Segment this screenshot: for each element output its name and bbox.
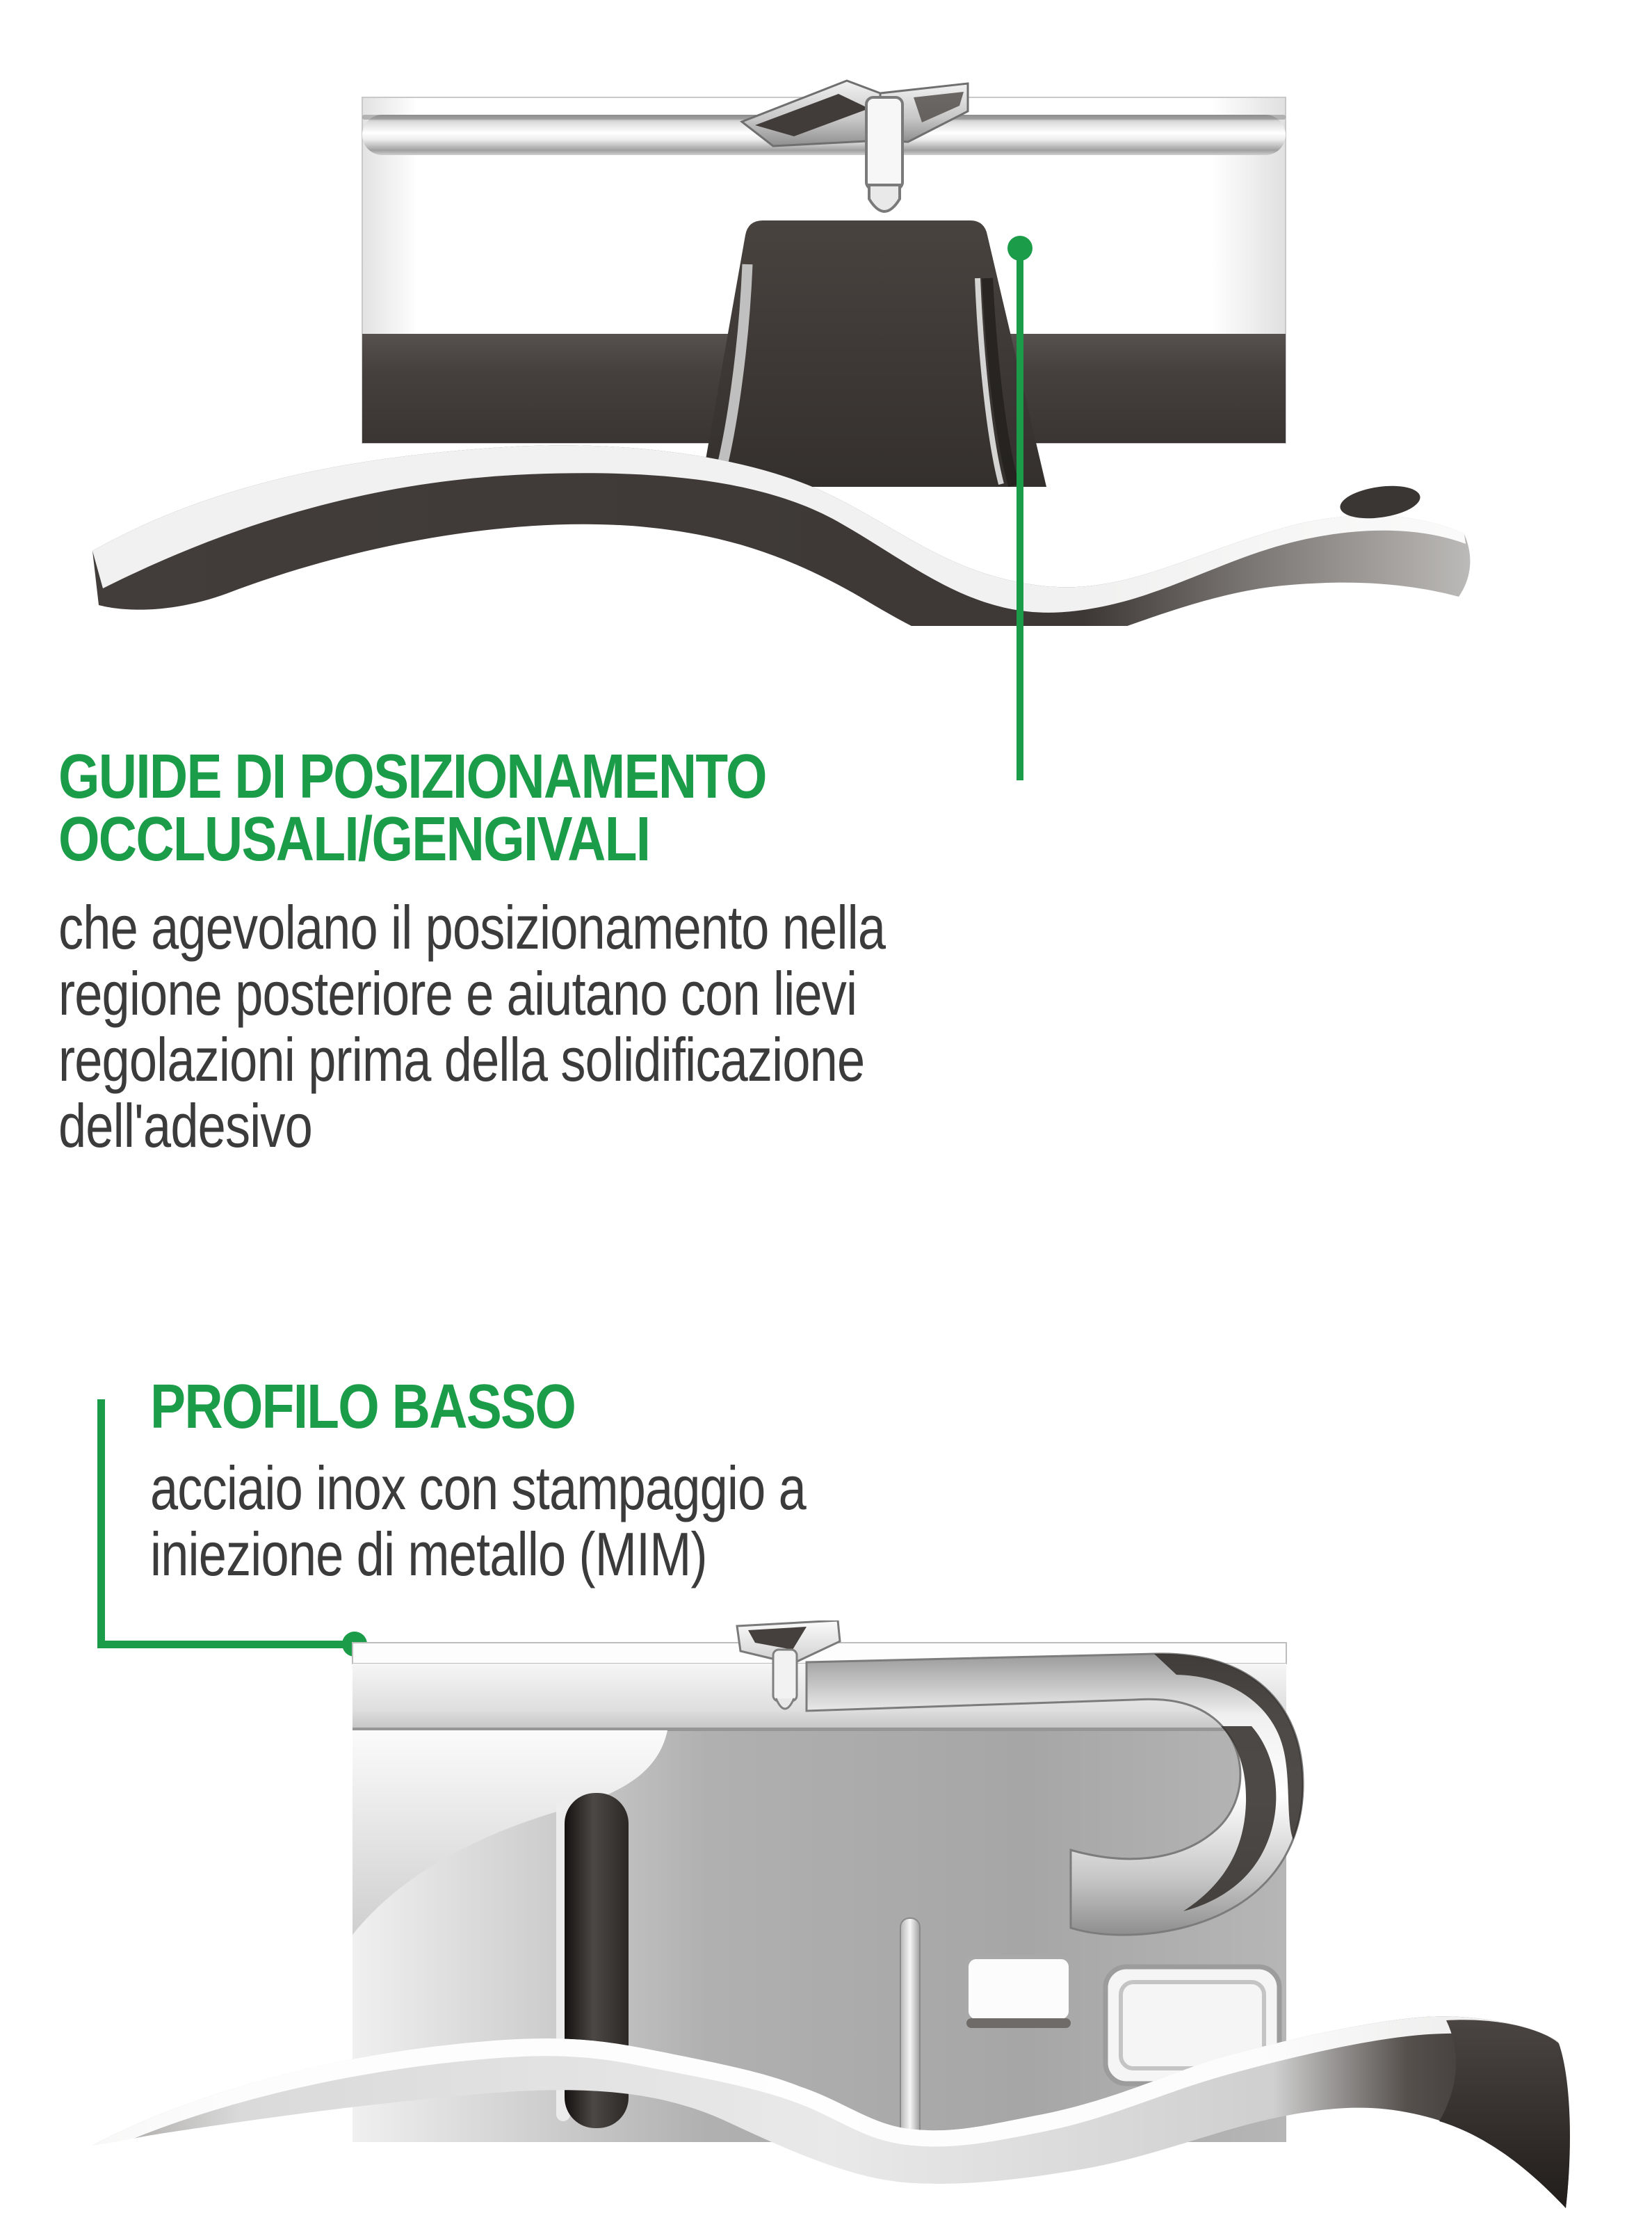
callout1-heading-line1: GUIDE DI POSIZIONAMENTO <box>58 742 766 812</box>
callout2-body-line: iniezione di metallo (MIM) <box>150 1520 707 1588</box>
callout2-body <box>150 1455 806 1587</box>
callout1-body <box>58 894 885 1159</box>
profile-pole <box>900 1918 920 2150</box>
callout2-body-line: acciaio inox con stampaggio a <box>150 1454 806 1522</box>
profile-band-dark-edge <box>1439 2020 1570 2208</box>
band-profile-view-image <box>70 1620 1585 2229</box>
callout2-heading-line1: PROFILO BASSO <box>150 1372 576 1442</box>
callout1-body-line: regione posteriore e aiutano con lievi <box>58 959 857 1028</box>
callout1-body-line: che agevolano il posizionamento nella <box>58 893 886 962</box>
callout1-body-line: regolazioni prima della solidificazione <box>58 1025 865 1094</box>
callout-line <box>97 1399 105 1648</box>
callout1-body-line: dell'adesivo <box>58 1091 312 1160</box>
callout1-heading-line2: OCCLUSALI/GENGIVALI <box>58 805 650 874</box>
callout-line <box>1017 248 1023 780</box>
callout1-heading <box>58 742 766 874</box>
band-occlusal-view-image <box>70 56 1571 626</box>
callout2-heading <box>150 1372 576 1442</box>
